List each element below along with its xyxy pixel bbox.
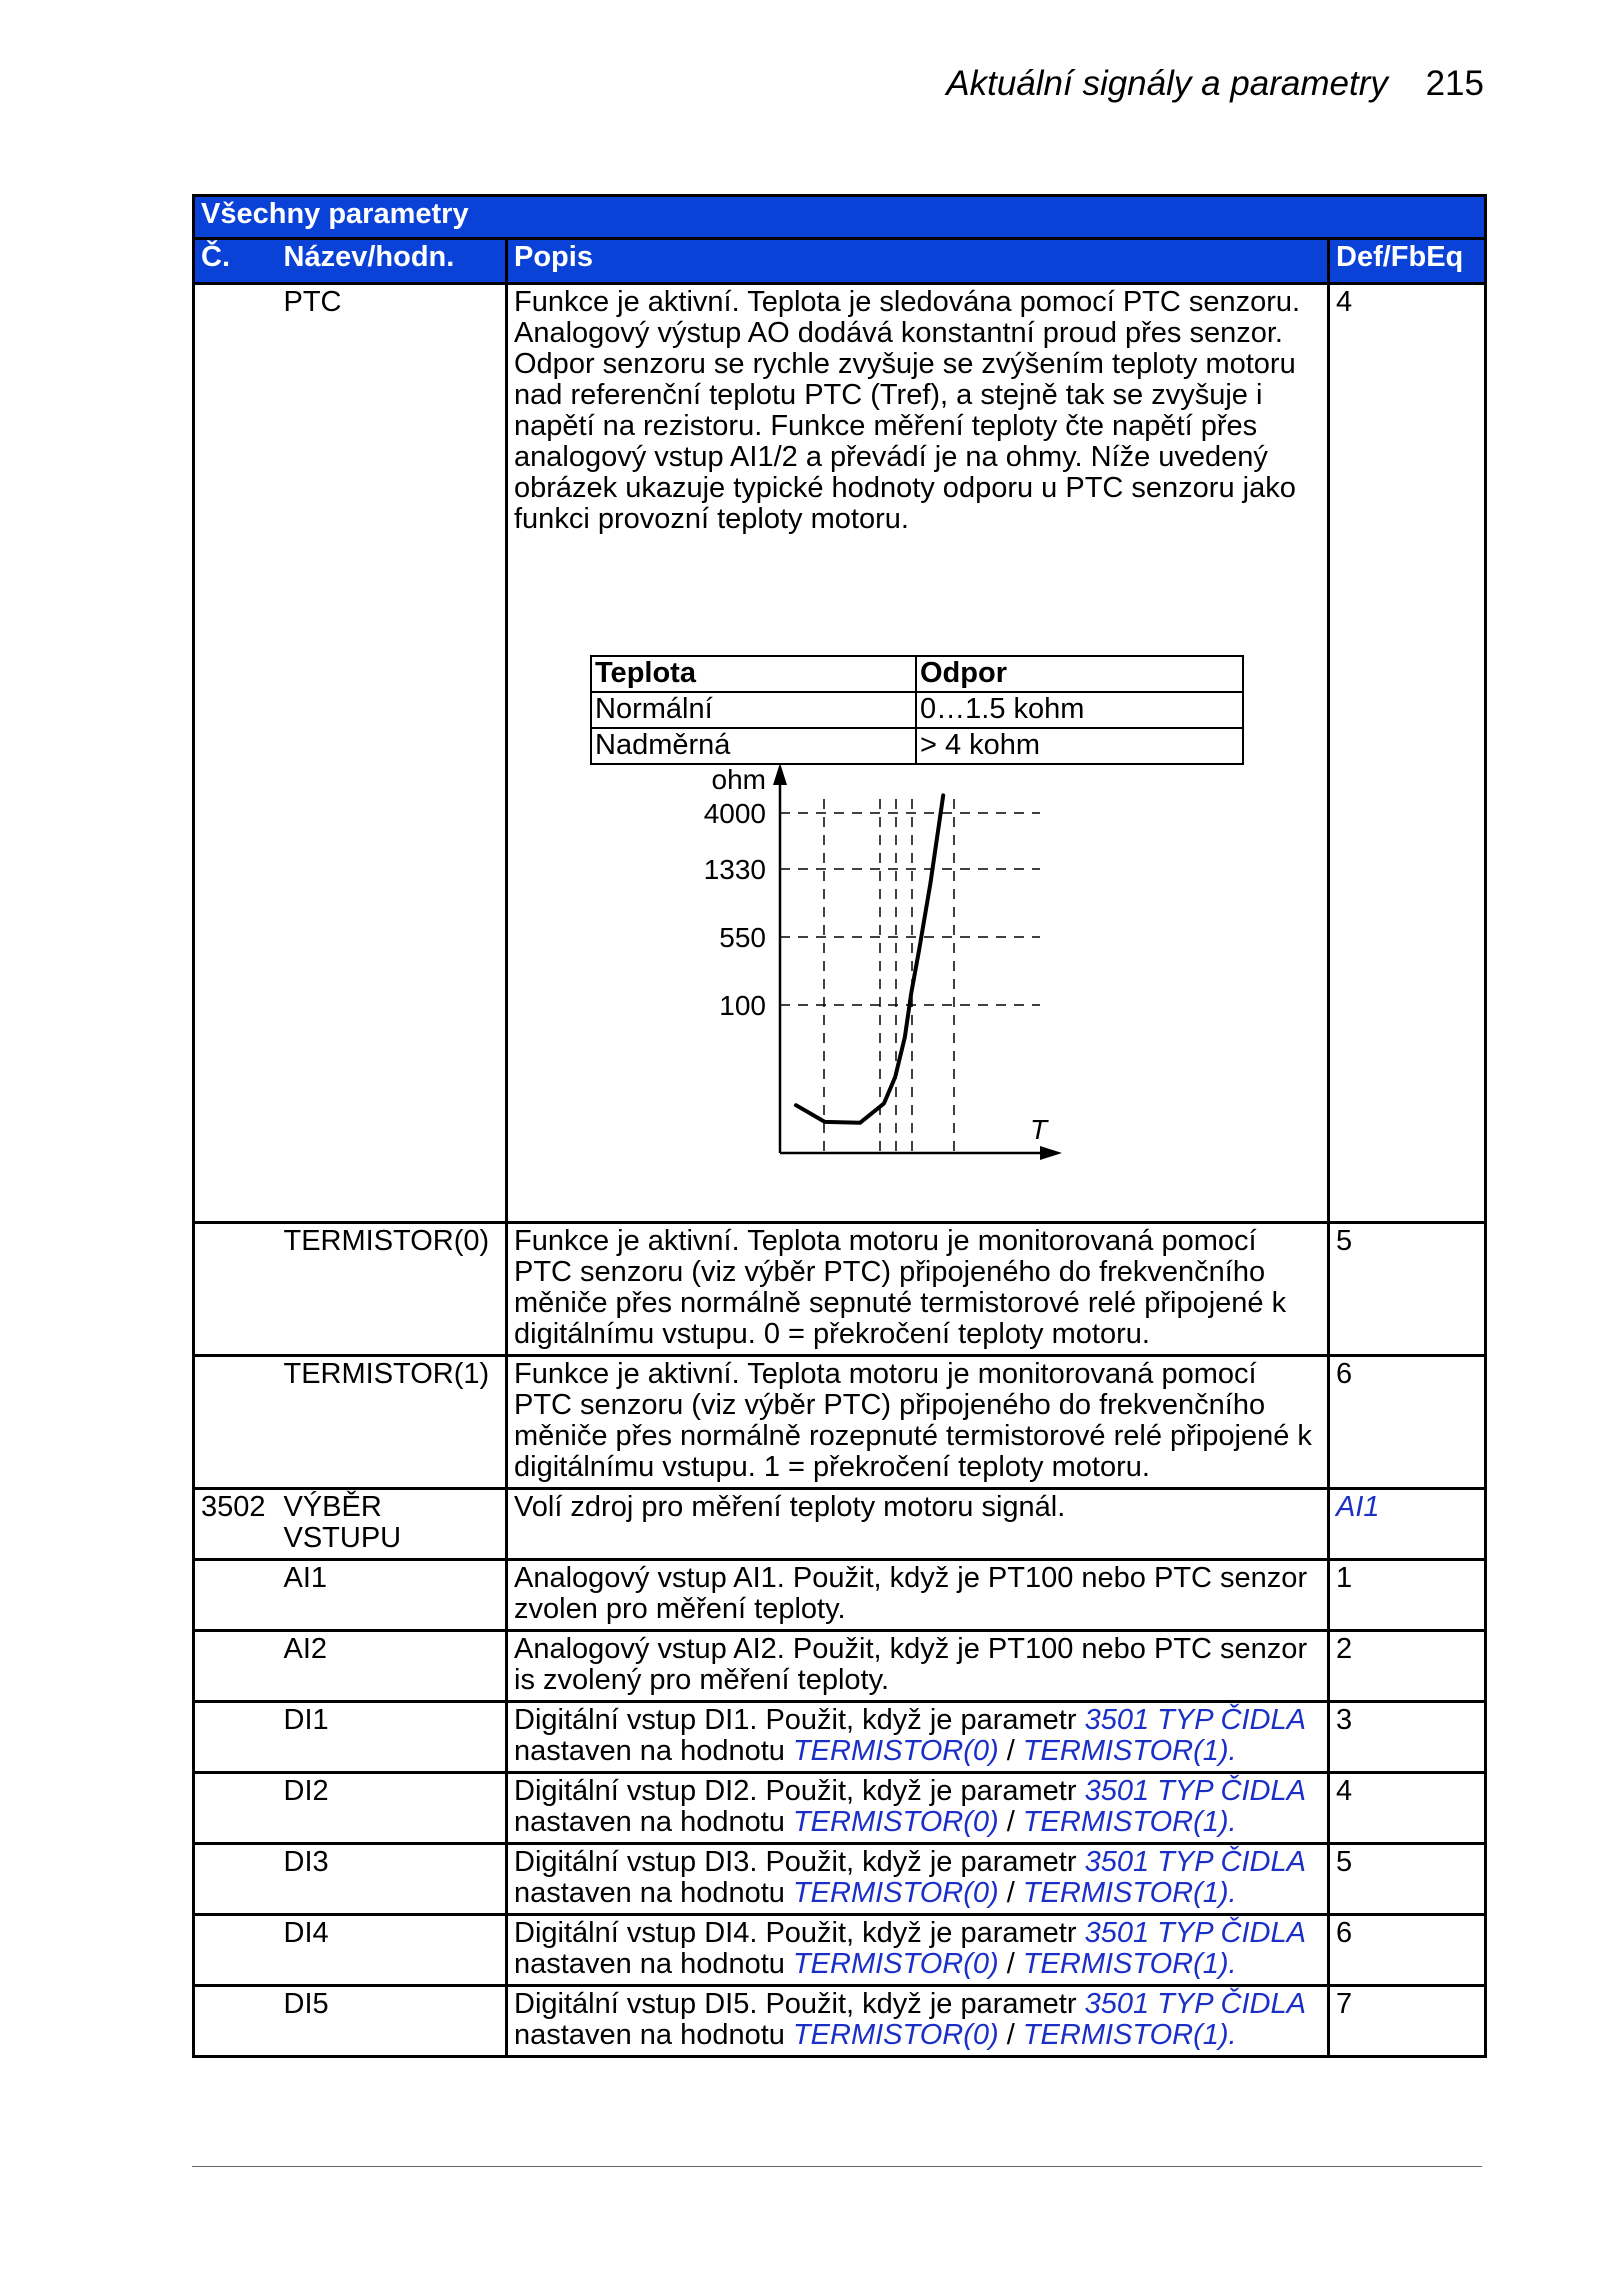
table-title: Všechny parametry: [194, 196, 1486, 239]
description-text: Digitální vstup DI3. Použit, když je parametr: [514, 1846, 1085, 1878]
param-number: [194, 1356, 278, 1489]
link-termistor-0[interactable]: TERMISTOR(0): [792, 1877, 999, 1909]
param-name: PTC: [278, 284, 507, 1223]
param-number: 3502: [194, 1489, 278, 1560]
param-name: AI2: [278, 1631, 507, 1702]
table-row: [194, 1986, 1486, 2057]
description-text: Digitální vstup DI5. Použit, když je parametr: [514, 1988, 1085, 2020]
ptc-table-row: [591, 692, 1243, 728]
param-default: 1: [1329, 1560, 1486, 1631]
param-name: TERMISTOR(1): [278, 1356, 507, 1489]
param-description: [507, 1915, 1329, 1986]
ptc-header-resistance: Odpor: [916, 656, 1243, 692]
y-tick-label: 100: [719, 990, 766, 1021]
section-title: Aktuální signály a parametry: [946, 64, 1388, 103]
link-termistor-0[interactable]: TERMISTOR(0): [792, 1806, 999, 1838]
param-number: [194, 1560, 278, 1631]
footer-divider: [192, 2166, 1482, 2167]
description-text: Digitální vstup DI1. Použit, když je parametr: [514, 1704, 1085, 1736]
table-row-ptc: [194, 284, 1486, 1223]
link-termistor-0[interactable]: TERMISTOR(0): [792, 2019, 999, 2051]
table-row: [194, 1702, 1486, 1773]
y-tick-label: 550: [719, 922, 766, 953]
param-number: [194, 1702, 278, 1773]
param-name: VÝBĚR VSTUPU: [278, 1489, 507, 1560]
param-default: 4: [1329, 284, 1486, 1223]
param-default: 7: [1329, 1986, 1486, 2057]
column-header-description: Popis: [507, 239, 1329, 284]
table-row: [194, 1773, 1486, 1844]
param-number: [194, 1915, 278, 1986]
link-3501-typ-cidla[interactable]: 3501 TYP ČIDLA: [1084, 1988, 1306, 2020]
ptc-temperature-cell: Nadměrná: [591, 728, 916, 764]
link-termistor-1[interactable]: TERMISTOR(1): [1022, 1735, 1229, 1767]
table-row: [194, 1356, 1486, 1489]
table-row: [194, 1631, 1486, 1702]
description-text: .: [1228, 1948, 1237, 1980]
param-default: 6: [1329, 1356, 1486, 1489]
link-3501-typ-cidla[interactable]: 3501 TYP ČIDLA: [1084, 1704, 1306, 1736]
link-termistor-1[interactable]: TERMISTOR(1): [1022, 1806, 1229, 1838]
param-default: 2: [1329, 1631, 1486, 1702]
param-description: Volí zdroj pro měření teploty motoru signál.: [507, 1489, 1329, 1560]
param-description: [507, 1986, 1329, 2057]
param-name: DI1: [278, 1702, 507, 1773]
param-number: [194, 1986, 278, 2057]
param-default: 5: [1329, 1844, 1486, 1915]
description-text: nastaven na hodnotu: [514, 1806, 793, 1838]
link-termistor-1[interactable]: TERMISTOR(1): [1022, 1877, 1229, 1909]
ptc-header-temperature: Teplota: [591, 656, 916, 692]
param-description: Funkce je aktivní. Teplota motoru je monitorovaná pomocí PTC senzoru (viz výběr PTC) připojeného do frekvenčního měniče přes normálně sepnuté termistorové relé připojené k digitálnímu vstupu. 0 = překročení teploty motoru.: [507, 1223, 1329, 1356]
param-name: DI5: [278, 1986, 507, 2057]
separator: /: [998, 1948, 1023, 1980]
y-tick-label: 1330: [703, 854, 766, 885]
param-description: Analogový vstup AI1. Použit, když je PT100 nebo PTC senzor zvolen pro měření teploty.: [507, 1560, 1329, 1631]
ptc-table-header: [591, 656, 1243, 692]
column-header-number: Č.: [194, 239, 278, 284]
param-description: [507, 1702, 1329, 1773]
description-text: .: [1228, 1806, 1237, 1838]
y-axis-arrow: [773, 763, 787, 785]
ptc-temperature-cell: Normální: [591, 692, 916, 728]
param-description: [507, 284, 1329, 1223]
description-text: nastaven na hodnotu: [514, 1735, 793, 1767]
parameters-table: [192, 194, 1487, 2058]
ptc-description-text: Funkce je aktivní. Teplota je sledována pomocí PTC senzoru. Analogový výstup AO dodává konstantní proud přes senzor. Odpor senzoru se rychle zvyšuje se zvýšením teploty motoru nad referenční teplotu PTC (Tref), a stejně tak se zvyšuje i napětí na rezistoru. Funkce měření teploty čte napětí přes analogový vstup AI1/2 a převádí je na ohmy. Níže uvedený obrázek ukazuje typické hodnoty odporu u PTC senzoru jako funkci provozní teploty motoru.: [514, 286, 1301, 535]
table-title-row: [194, 196, 1486, 239]
default-link-ai1[interactable]: AI1: [1336, 1491, 1380, 1523]
description-text: .: [1228, 1877, 1237, 1909]
param-description: Analogový vstup AI2. Použit, když je PT100 nebo PTC senzor is zvolený pro měření teploty.: [507, 1631, 1329, 1702]
link-3501-typ-cidla[interactable]: 3501 TYP ČIDLA: [1084, 1917, 1306, 1949]
column-header-name: Název/hodn.: [278, 239, 507, 284]
table-row: [194, 1489, 1486, 1560]
description-text: .: [1228, 2019, 1237, 2051]
page-header: [946, 64, 1484, 104]
description-text: nastaven na hodnotu: [514, 1877, 793, 1909]
param-number: [194, 1844, 278, 1915]
param-description: [507, 1773, 1329, 1844]
separator: /: [998, 1735, 1023, 1767]
table-header-row: [194, 239, 1486, 284]
ptc-resistance-cell: > 4 kohm: [916, 728, 1243, 764]
link-termistor-1[interactable]: TERMISTOR(1): [1022, 1948, 1229, 1980]
param-number: [194, 1773, 278, 1844]
ptc-resistance-chart: [648, 733, 1168, 1220]
link-3501-typ-cidla[interactable]: 3501 TYP ČIDLA: [1084, 1846, 1306, 1878]
param-default: 3: [1329, 1702, 1486, 1773]
param-name: AI1: [278, 1560, 507, 1631]
x-axis-arrow: [1040, 1146, 1062, 1160]
separator: /: [998, 1877, 1023, 1909]
link-termistor-1[interactable]: TERMISTOR(1): [1022, 2019, 1229, 2051]
description-text: Digitální vstup DI2. Použit, když je parametr: [514, 1775, 1085, 1807]
param-number: [194, 1223, 278, 1356]
description-text: .: [1228, 1735, 1237, 1767]
param-name: DI2: [278, 1773, 507, 1844]
param-number: [194, 1631, 278, 1702]
ptc-chart-svg: [648, 733, 1168, 1213]
param-name: DI3: [278, 1844, 507, 1915]
param-default: 5: [1329, 1223, 1486, 1356]
ptc-resistance-cell: 0…1.5 kohm: [916, 692, 1243, 728]
table-row: [194, 1844, 1486, 1915]
description-text: Digitální vstup DI4. Použit, když je parametr: [514, 1917, 1085, 1949]
param-name: DI4: [278, 1915, 507, 1986]
page-number: 215: [1425, 64, 1484, 103]
link-termistor-0[interactable]: TERMISTOR(0): [792, 1948, 999, 1980]
separator: /: [998, 1806, 1023, 1838]
param-number: [194, 284, 278, 1223]
param-description: Funkce je aktivní. Teplota motoru je monitorovaná pomocí PTC senzoru (viz výběr PTC) připojeného do frekvenčního měniče přes normálně rozepnuté termistorové relé připojené k digitálnímu vstupu. 1 = překročení teploty motoru.: [507, 1356, 1329, 1489]
param-default: 4: [1329, 1773, 1486, 1844]
table-row: [194, 1560, 1486, 1631]
description-text: nastaven na hodnotu: [514, 2019, 793, 2051]
param-default: 6: [1329, 1915, 1486, 1986]
table-row: [194, 1223, 1486, 1356]
description-text: nastaven na hodnotu: [514, 1948, 793, 1980]
param-name: TERMISTOR(0): [278, 1223, 507, 1356]
x-axis-label: T: [1030, 1114, 1048, 1145]
ptc-curve: [796, 795, 943, 1122]
table-row: [194, 1915, 1486, 1986]
y-tick-label: 4000: [703, 798, 766, 829]
y-axis-label: ohm: [711, 764, 766, 795]
separator: /: [998, 2019, 1023, 2051]
param-default-link[interactable]: [1329, 1489, 1486, 1560]
link-3501-typ-cidla[interactable]: 3501 TYP ČIDLA: [1084, 1775, 1306, 1807]
column-header-default: Def/FbEq: [1329, 239, 1486, 284]
link-termistor-0[interactable]: TERMISTOR(0): [792, 1735, 999, 1767]
param-description: [507, 1844, 1329, 1915]
